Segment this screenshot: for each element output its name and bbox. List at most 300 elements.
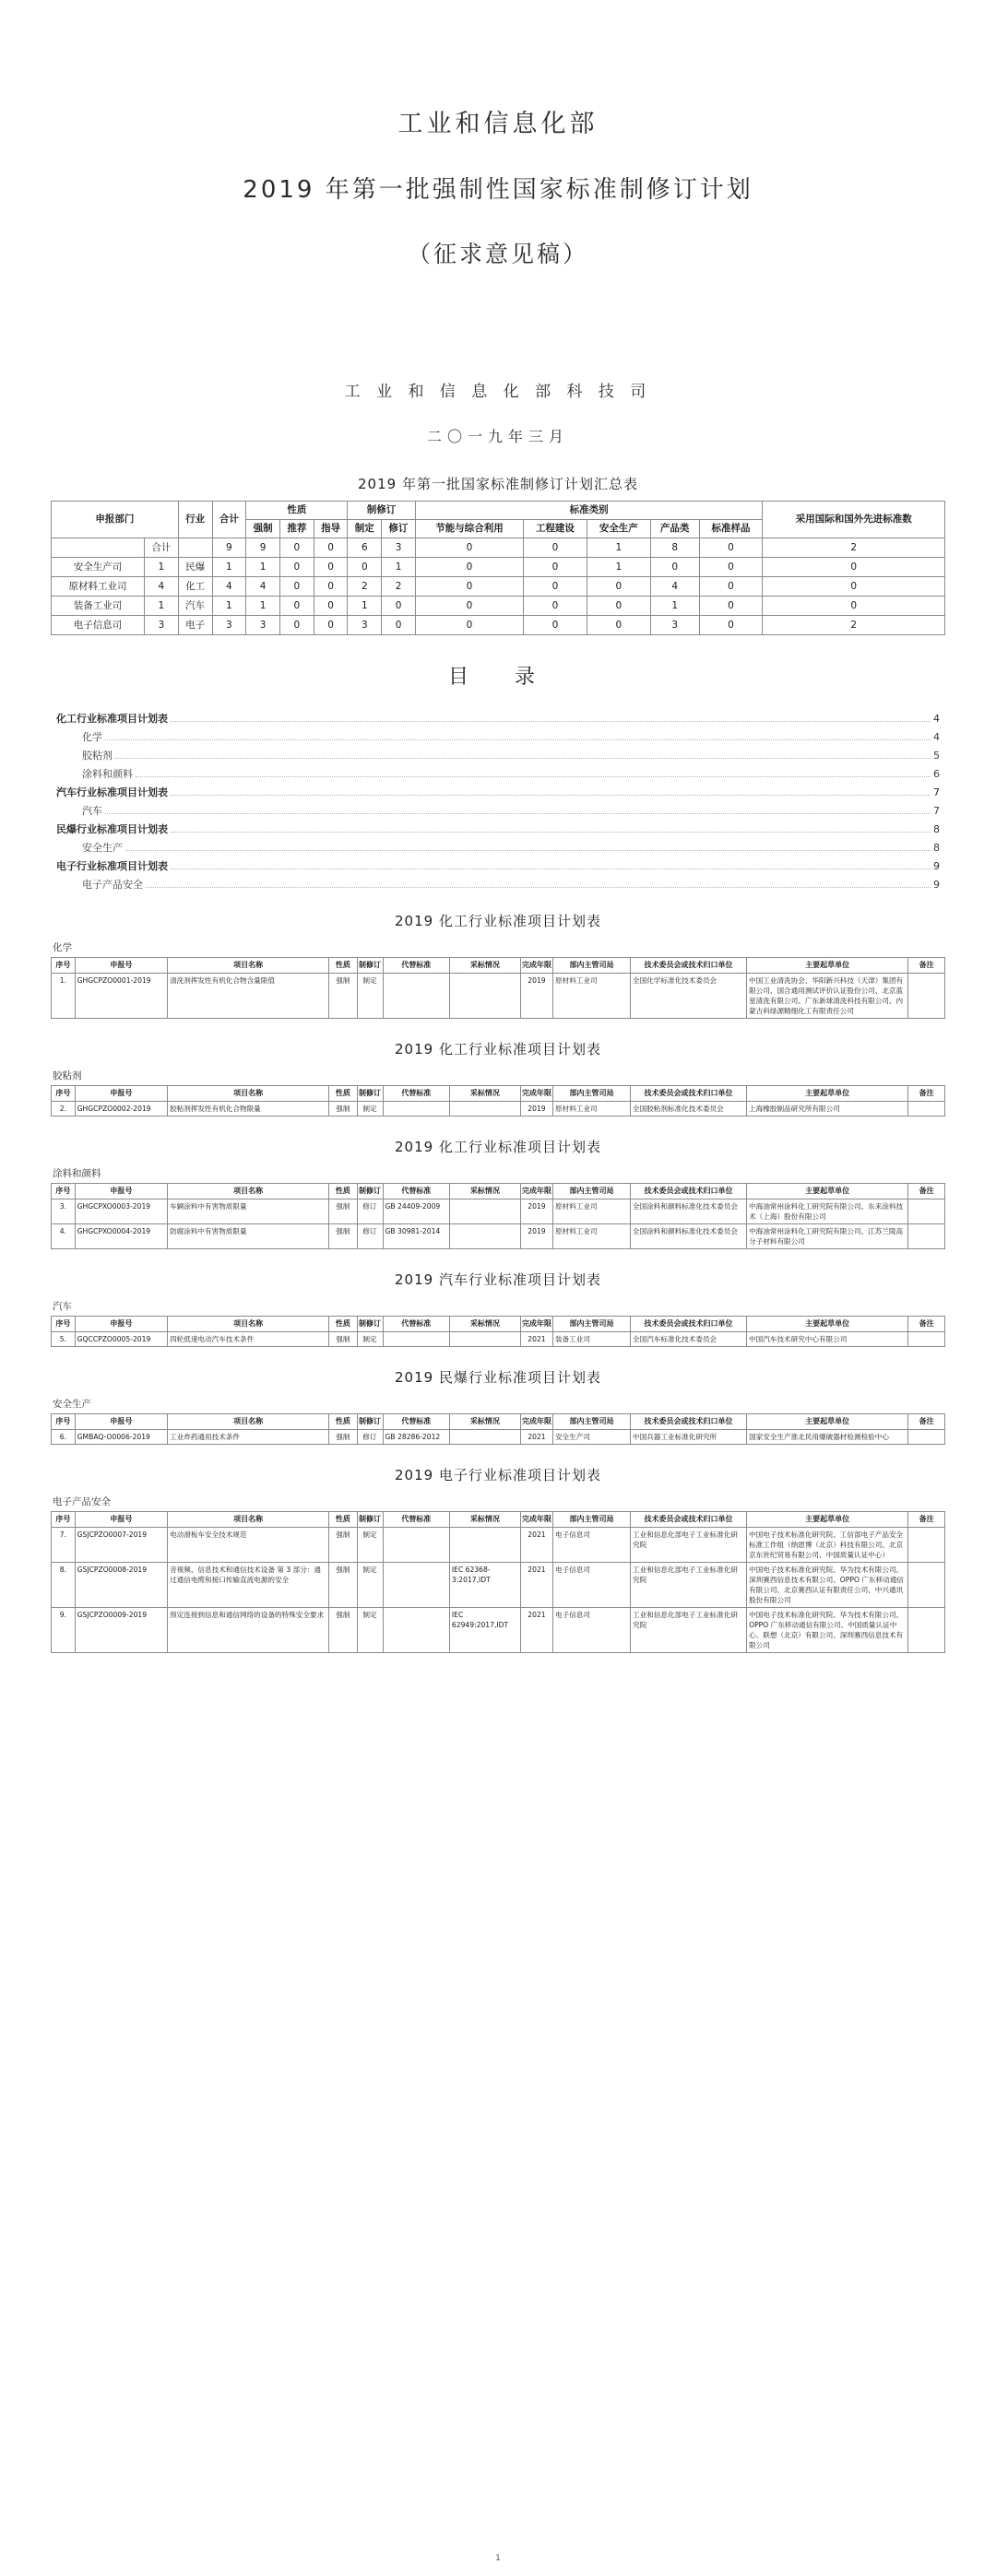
project-header-year: 完成年限 (520, 1512, 552, 1528)
summary-cell-guiding: 0 (314, 597, 348, 616)
project-cell-nature: 强制 (329, 974, 357, 1019)
project-header-adoption: 采标情况 (449, 1512, 520, 1528)
summary-header-nature: 性质 (246, 502, 348, 520)
summary-cell-mandatory: 4 (246, 577, 280, 597)
project-header-no: 序号 (52, 1184, 76, 1199)
summary-cell-product: 3 (650, 616, 699, 635)
summary-cell-revise: 3 (382, 538, 416, 558)
project-header-drafter: 主要起草单位 (747, 958, 908, 974)
project-cell-tc: 工业和信息化部电子工业标准化研究院 (631, 1608, 747, 1653)
summary-cell-total: 1 (212, 597, 246, 616)
project-cell-remark (908, 1563, 945, 1608)
summary-subheader-safety: 安全生产 (587, 520, 650, 538)
toc-entry[interactable] (56, 824, 940, 835)
project-cell-dept: 原材料工业司 (552, 1224, 630, 1249)
toc-entry-label: 汽车 (82, 805, 102, 817)
project-cell-year: 2021 (520, 1563, 552, 1608)
summary-cell-dept-count: 1 (145, 558, 179, 577)
project-sections (51, 911, 945, 1653)
project-cell-name: 工业炸药通用技术条件 (168, 1430, 329, 1445)
summary-table-title: 2019 年第一批国家标准制修订计划汇总表 (358, 476, 638, 492)
project-table-title: 2019 化工行业标准项目计划表 (395, 1139, 601, 1155)
toc-entry[interactable] (56, 769, 940, 780)
summary-cell-recommended: 0 (279, 597, 314, 616)
summary-cell-dept: 电子信息司 (52, 616, 145, 635)
project-cell-revision: 制定 (357, 974, 383, 1019)
summary-row (52, 616, 945, 635)
project-header-name: 项目名称 (168, 958, 329, 974)
summary-cell-guiding: 0 (314, 558, 348, 577)
project-header-dept: 部内主管司局 (552, 958, 630, 974)
project-cell-substitute (383, 1608, 449, 1653)
summary-header-revision: 制修订 (348, 502, 415, 520)
project-header-revision: 制修订 (357, 1086, 383, 1102)
project-cell-substitute (383, 974, 449, 1019)
project-header-dept: 部内主管司局 (552, 1414, 630, 1430)
project-header-remark: 备注 (908, 1512, 945, 1528)
project-cell-name: 四轮低速电动汽车技术条件 (168, 1332, 329, 1347)
summary-cell-energy: 0 (415, 558, 523, 577)
project-header-tc: 技术委员会或技术归口单位 (631, 1317, 747, 1332)
project-cell-app-no: GHGCPZO0002-2019 (75, 1102, 167, 1117)
toc-entry[interactable] (56, 750, 940, 762)
project-cell-dept: 电子信息司 (552, 1528, 630, 1563)
project-cell-revision: 制定 (357, 1102, 383, 1117)
project-table (51, 1316, 945, 1347)
project-cell-revision: 制定 (357, 1608, 383, 1653)
project-header-app-no: 申报号 (75, 1317, 167, 1332)
project-cell-no: 5. (52, 1332, 76, 1347)
summary-cell-sample: 0 (699, 597, 763, 616)
project-header-remark: 备注 (908, 1414, 945, 1430)
project-header-no: 序号 (52, 1512, 76, 1528)
project-cell-remark (908, 974, 945, 1019)
summary-cell-guiding: 0 (314, 616, 348, 635)
summary-cell-engineering: 0 (524, 616, 587, 635)
project-cell-revision: 修订 (357, 1199, 383, 1224)
project-cell-year: 2021 (520, 1332, 552, 1347)
project-header-substitute: 代替标准 (383, 1414, 449, 1430)
project-cell-dept: 原材料工业司 (552, 974, 630, 1019)
summary-subheader-mandatory: 强制 (246, 520, 280, 538)
project-cell-name: 音视频、信息技术和通信技术设备 第 3 部分：通过通信电缆和接口传输直流电源的安全 (168, 1563, 329, 1608)
project-cell-nature: 强制 (329, 1563, 357, 1608)
toc-title: 目 录 (447, 666, 548, 689)
summary-cell-sample: 0 (699, 558, 763, 577)
project-cell-no: 8. (52, 1563, 76, 1608)
project-header-drafter: 主要起草单位 (747, 1184, 908, 1199)
project-table-header-row (52, 1317, 945, 1332)
summary-cell-intl: 0 (763, 558, 945, 577)
project-header-nature: 性质 (329, 1317, 357, 1332)
summary-cell-mandatory: 1 (246, 558, 280, 577)
project-cell-app-no: GSJCPZO0007-2019 (75, 1528, 167, 1563)
project-cell-remark (908, 1430, 945, 1445)
project-table (51, 957, 945, 1019)
project-table-title: 2019 化工行业标准项目计划表 (395, 1041, 601, 1058)
toc-leader-dots (115, 758, 931, 759)
summary-cell-engineering: 0 (524, 538, 587, 558)
project-cell-adoption (449, 1102, 520, 1117)
toc-entry[interactable] (56, 787, 940, 798)
project-header-year: 完成年限 (520, 1317, 552, 1332)
project-table-title: 2019 民爆行业标准项目计划表 (395, 1369, 601, 1386)
project-header-dept: 部内主管司局 (552, 1086, 630, 1102)
project-cell-nature: 强制 (329, 1199, 357, 1224)
project-header-substitute: 代替标准 (383, 1086, 449, 1102)
project-header-remark: 备注 (908, 958, 945, 974)
summary-cell-formulate: 2 (348, 577, 382, 597)
summary-cell-total: 4 (212, 577, 246, 597)
summary-cell-intl: 2 (763, 616, 945, 635)
project-table-row (52, 1199, 945, 1224)
project-cell-dept: 电子信息司 (552, 1563, 630, 1608)
summary-cell-safety: 0 (587, 616, 650, 635)
project-header-drafter: 主要起草单位 (747, 1414, 908, 1430)
summary-row (52, 597, 945, 616)
toc-entry-label: 涂料和颜料 (82, 768, 133, 780)
toc-entry-label: 民爆行业标准项目计划表 (56, 823, 168, 835)
toc-entry-page: 8 (933, 842, 940, 854)
project-header-tc: 技术委员会或技术归口单位 (631, 1414, 747, 1430)
summary-row (52, 577, 945, 597)
project-cell-drafter: 上海橡胶制品研究所有限公司 (747, 1102, 908, 1117)
project-cell-revision: 修订 (357, 1224, 383, 1249)
project-cell-substitute: GB 30981-2014 (383, 1224, 449, 1249)
project-cell-nature: 强制 (329, 1102, 357, 1117)
plan-title: 2019 年第一批强制性国家标准制修订计划 (243, 176, 753, 204)
toc-leader-dots (105, 739, 931, 740)
project-header-name: 项目名称 (168, 1184, 329, 1199)
summary-cell-sample: 0 (699, 616, 763, 635)
summary-cell-dept-count: 4 (145, 577, 179, 597)
project-category-label: 电子产品安全 (53, 1496, 111, 1507)
project-header-revision: 制修订 (357, 1184, 383, 1199)
toc-entry-page: 8 (933, 823, 940, 835)
project-cell-name: 电动滑板车安全技术规范 (168, 1528, 329, 1563)
toc-leader-dots (146, 887, 931, 888)
project-header-dept: 部内主管司局 (552, 1317, 630, 1332)
issue-date: 二〇一九年三月 (426, 428, 569, 445)
summary-cell-intl: 0 (763, 577, 945, 597)
toc-entry-page: 9 (933, 879, 940, 891)
project-cell-dept: 安全生产司 (552, 1430, 630, 1445)
summary-subheader-formulate: 制定 (348, 520, 382, 538)
project-header-nature: 性质 (329, 1512, 357, 1528)
summary-subheader-guiding: 指导 (314, 520, 348, 538)
project-cell-adoption: IEC 62368-3:2017,IDT (449, 1563, 520, 1608)
summary-cell-formulate: 0 (348, 558, 382, 577)
summary-cell-mandatory: 1 (246, 597, 280, 616)
summary-cell-energy: 0 (415, 538, 523, 558)
toc-list (56, 714, 940, 891)
project-cell-app-no: GSJCPZO0008-2019 (75, 1563, 167, 1608)
project-cell-revision: 制定 (357, 1563, 383, 1608)
project-header-revision: 制修订 (357, 1414, 383, 1430)
project-table (51, 1085, 945, 1117)
project-table-header-row (52, 1086, 945, 1102)
project-header-no: 序号 (52, 1086, 76, 1102)
project-cell-nature: 强制 (329, 1224, 357, 1249)
project-category-label: 汽车 (53, 1301, 72, 1312)
summary-cell-energy: 0 (415, 577, 523, 597)
project-cell-remark (908, 1608, 945, 1653)
project-cell-remark (908, 1199, 945, 1224)
project-cell-year: 2019 (520, 1102, 552, 1117)
summary-cell-industry: 汽车 (178, 597, 212, 616)
summary-cell-sample: 0 (699, 577, 763, 597)
project-header-tc: 技术委员会或技术归口单位 (631, 1086, 747, 1102)
project-cell-no: 9. (52, 1608, 76, 1653)
project-header-substitute: 代替标准 (383, 1184, 449, 1199)
summary-cell-dept: 原材料工业司 (52, 577, 145, 597)
project-header-name: 项目名称 (168, 1512, 329, 1528)
project-header-remark: 备注 (908, 1317, 945, 1332)
summary-cell-guiding: 0 (314, 577, 348, 597)
project-section (51, 1039, 945, 1117)
toc-entry-label: 化工行业标准项目计划表 (56, 713, 168, 725)
issuer-line: 工 业 和 信 息 化 部 科 技 司 (344, 383, 652, 401)
summary-cell-dept (52, 538, 145, 558)
toc-entry-label: 电子产品安全 (82, 879, 143, 891)
summary-subheader-revise: 修订 (382, 520, 416, 538)
summary-cell-intl: 2 (763, 538, 945, 558)
project-cell-dept: 原材料工业司 (552, 1199, 630, 1224)
project-cell-substitute: GB 28286-2012 (383, 1430, 449, 1445)
project-section (51, 1465, 945, 1653)
project-table-row (52, 1102, 945, 1117)
summary-cell-engineering: 0 (524, 597, 587, 616)
summary-cell-engineering: 0 (524, 577, 587, 597)
project-cell-tc: 全国涂料和颜料标准化技术委员会 (631, 1224, 747, 1249)
toc-leader-dots (171, 721, 931, 722)
project-cell-dept: 装备工业司 (552, 1332, 630, 1347)
summary-cell-product: 1 (650, 597, 699, 616)
toc-entry-label: 电子行业标准项目计划表 (56, 860, 168, 872)
project-header-revision: 制修订 (357, 1512, 383, 1528)
summary-cell-industry: 民爆 (178, 558, 212, 577)
project-table-row (52, 1608, 945, 1653)
summary-cell-industry: 化工 (178, 577, 212, 597)
project-cell-no: 3. (52, 1199, 76, 1224)
toc-entry-label: 安全生产 (82, 842, 123, 854)
project-cell-substitute: GB 24409-2009 (383, 1199, 449, 1224)
project-cell-no: 7. (52, 1528, 76, 1563)
project-cell-tc: 全国涂料和颜料标准化技术委员会 (631, 1199, 747, 1224)
project-header-revision: 制修订 (357, 958, 383, 974)
summary-cell-dept-count: 1 (145, 597, 179, 616)
project-cell-year: 2019 (520, 1199, 552, 1224)
summary-table-body (52, 538, 945, 635)
project-cell-no: 6. (52, 1430, 76, 1445)
project-header-adoption: 采标情况 (449, 1317, 520, 1332)
project-cell-year: 2021 (520, 1430, 552, 1445)
toc-entry-label: 汽车行业标准项目计划表 (56, 786, 168, 798)
project-header-no: 序号 (52, 1317, 76, 1332)
project-section (51, 911, 945, 1019)
project-cell-adoption (449, 1224, 520, 1249)
project-header-tc: 技术委员会或技术归口单位 (631, 958, 747, 974)
project-header-drafter: 主要起草单位 (747, 1512, 908, 1528)
toc-entry[interactable] (56, 843, 940, 854)
project-cell-remark (908, 1332, 945, 1347)
summary-table (51, 501, 945, 635)
project-header-substitute: 代替标准 (383, 1512, 449, 1528)
project-header-app-no: 申报号 (75, 1414, 167, 1430)
summary-subheader-energy: 节能与综合利用 (415, 520, 523, 538)
project-header-revision: 制修订 (357, 1317, 383, 1332)
project-header-app-no: 申报号 (75, 1512, 167, 1528)
summary-header-total: 合计 (212, 502, 246, 538)
toc-entry-label: 化学 (82, 731, 102, 743)
project-cell-tc: 中国兵器工业标准化研究所 (631, 1430, 747, 1445)
summary-cell-safety: 1 (587, 538, 650, 558)
project-header-adoption: 采标情况 (449, 1414, 520, 1430)
project-table-row (52, 1528, 945, 1563)
project-table-title: 2019 化工行业标准项目计划表 (395, 913, 601, 929)
summary-header-category: 标准类别 (415, 502, 763, 520)
project-header-name: 项目名称 (168, 1317, 329, 1332)
project-cell-drafter: 中国汽车技术研究中心有限公司 (747, 1332, 908, 1347)
project-header-app-no: 申报号 (75, 1184, 167, 1199)
project-header-no: 序号 (52, 1414, 76, 1430)
project-header-dept: 部内主管司局 (552, 1184, 630, 1199)
summary-cell-recommended: 0 (279, 558, 314, 577)
summary-cell-energy: 0 (415, 597, 523, 616)
summary-cell-product: 8 (650, 538, 699, 558)
summary-cell-industry: 电子 (178, 616, 212, 635)
summary-cell-industry (178, 538, 212, 558)
project-cell-tc: 全国化学标准化技术委员会 (631, 974, 747, 1019)
toc-entry-page: 4 (933, 713, 940, 725)
toc-entry-page: 6 (933, 768, 940, 780)
summary-cell-intl: 0 (763, 597, 945, 616)
project-cell-adoption: IEC 62949:2017,IDT (449, 1608, 520, 1653)
project-header-drafter: 主要起草单位 (747, 1086, 908, 1102)
project-category-label: 涂料和颜料 (53, 1168, 101, 1179)
project-header-nature: 性质 (329, 1184, 357, 1199)
project-table-row (52, 974, 945, 1019)
project-header-nature: 性质 (329, 1086, 357, 1102)
project-cell-drafter: 中海油常州涂料化工研究院有限公司、江苏兰陵高分子材料有限公司 (747, 1224, 908, 1249)
project-category-label: 胶粘剂 (53, 1070, 82, 1081)
toc-entry[interactable] (56, 806, 940, 817)
project-header-year: 完成年限 (520, 1414, 552, 1430)
summary-header-intl: 采用国际和国外先进标准数 (763, 502, 945, 538)
project-cell-app-no: GQCCPZO0005-2019 (75, 1332, 167, 1347)
project-header-year: 完成年限 (520, 1086, 552, 1102)
project-cell-year: 2021 (520, 1528, 552, 1563)
summary-cell-revise: 0 (382, 616, 416, 635)
project-cell-tc: 全国胶粘剂标准化技术委员会 (631, 1102, 747, 1117)
project-header-remark: 备注 (908, 1184, 945, 1199)
summary-cell-formulate: 6 (348, 538, 382, 558)
summary-header-industry: 行业 (178, 502, 212, 538)
toc-leader-dots (105, 813, 931, 814)
project-cell-app-no: GMBAQ-O0006-2019 (75, 1430, 167, 1445)
project-cell-remark (908, 1224, 945, 1249)
toc-entry[interactable] (56, 861, 940, 872)
project-table-row (52, 1332, 945, 1347)
project-cell-drafter: 中国电子技术标准化研究院、华为技术有限公司、深圳赛西信息技术有限公司、OPPO 广东移动通信有限公司、北京赛西认证有限责任公司、中兴通讯股份有限公司 (747, 1563, 908, 1608)
project-cell-year: 2021 (520, 1608, 552, 1653)
summary-cell-sample: 0 (699, 538, 763, 558)
project-cell-drafter: 中海油常州涂料化工研究院有限公司、东来涂料技术（上海）股份有限公司 (747, 1199, 908, 1224)
project-cell-nature: 强制 (329, 1430, 357, 1445)
project-header-year: 完成年限 (520, 958, 552, 974)
project-cell-name: 胶粘剂挥发性有机化合物限量 (168, 1102, 329, 1117)
project-cell-drafter: 中国电子技术标准化研究院、华为技术有限公司、OPPO 广东移动通信有限公司、中国质量认证中心、联想（北京）有限公司、深圳赛西信息技术有限公司 (747, 1608, 908, 1653)
toc-entry-page: 7 (933, 786, 940, 798)
project-header-app-no: 申报号 (75, 958, 167, 974)
summary-cell-recommended: 0 (279, 538, 314, 558)
summary-cell-total: 1 (212, 558, 246, 577)
summary-subheader-product: 产品类 (650, 520, 699, 538)
project-table-row (52, 1430, 945, 1445)
toc-entry[interactable] (56, 732, 940, 743)
project-table-header-row (52, 1512, 945, 1528)
project-cell-drafter: 中国工业清洗协会、华阳新兴科技（天津）集团有限公司、国合通用测试评价认证股份公司、北京蓝星清洗有限公司、广东新球清洗科技有限公司、内蒙古科绿源精细化工有限责任公司 (747, 974, 908, 1019)
summary-cell-total: 9 (212, 538, 246, 558)
project-cell-remark (908, 1102, 945, 1117)
project-header-drafter: 主要起草单位 (747, 1317, 908, 1332)
project-header-nature: 性质 (329, 1414, 357, 1430)
project-header-tc: 技术委员会或技术归口单位 (631, 1184, 747, 1199)
project-header-adoption: 采标情况 (449, 1184, 520, 1199)
project-cell-year: 2019 (520, 974, 552, 1019)
project-table-row (52, 1563, 945, 1608)
summary-cell-dept-count: 合计 (145, 538, 179, 558)
toc-leader-dots (136, 776, 931, 777)
ministry-title: 工业和信息化部 (397, 110, 599, 138)
draft-subtitle: （征求意见稿） (407, 241, 588, 267)
project-cell-tc: 全国汽车标准化技术委员会 (631, 1332, 747, 1347)
toc-entry-page: 9 (933, 860, 940, 872)
summary-subheader-sample: 标准样品 (699, 520, 763, 538)
summary-cell-product: 0 (650, 558, 699, 577)
summary-cell-dept: 安全生产司 (52, 558, 145, 577)
summary-row (52, 558, 945, 577)
project-cell-revision: 制定 (357, 1528, 383, 1563)
project-header-no: 序号 (52, 958, 76, 974)
summary-cell-revise: 1 (382, 558, 416, 577)
project-header-substitute: 代替标准 (383, 1317, 449, 1332)
toc-entry[interactable] (56, 880, 940, 891)
summary-cell-recommended: 0 (279, 577, 314, 597)
project-table (51, 1183, 945, 1249)
project-cell-substitute (383, 1102, 449, 1117)
summary-cell-recommended: 0 (279, 616, 314, 635)
project-cell-name: 预定连接到信息和通信网络的设备的特殊安全要求 (168, 1608, 329, 1653)
project-header-remark: 备注 (908, 1086, 945, 1102)
summary-cell-mandatory: 9 (246, 538, 280, 558)
project-cell-tc: 工业和信息化部电子工业标准化研究院 (631, 1563, 747, 1608)
project-cell-remark (908, 1528, 945, 1563)
cover-block (51, 0, 945, 269)
toc-entry[interactable] (56, 714, 940, 725)
project-cell-revision: 制定 (357, 1332, 383, 1347)
project-cell-no: 2. (52, 1102, 76, 1117)
project-cell-no: 4. (52, 1224, 76, 1249)
project-cell-tc: 工业和信息化部电子工业标准化研究院 (631, 1528, 747, 1563)
project-cell-substitute (383, 1528, 449, 1563)
project-table-header-row (52, 1184, 945, 1199)
project-cell-name: 清洗剂挥发性有机化合物含量限值 (168, 974, 329, 1019)
project-category-label: 化学 (53, 942, 72, 953)
project-table-header-row (52, 1414, 945, 1430)
summary-subheader-recommended: 推荐 (279, 520, 314, 538)
project-header-name: 项目名称 (168, 1414, 329, 1430)
